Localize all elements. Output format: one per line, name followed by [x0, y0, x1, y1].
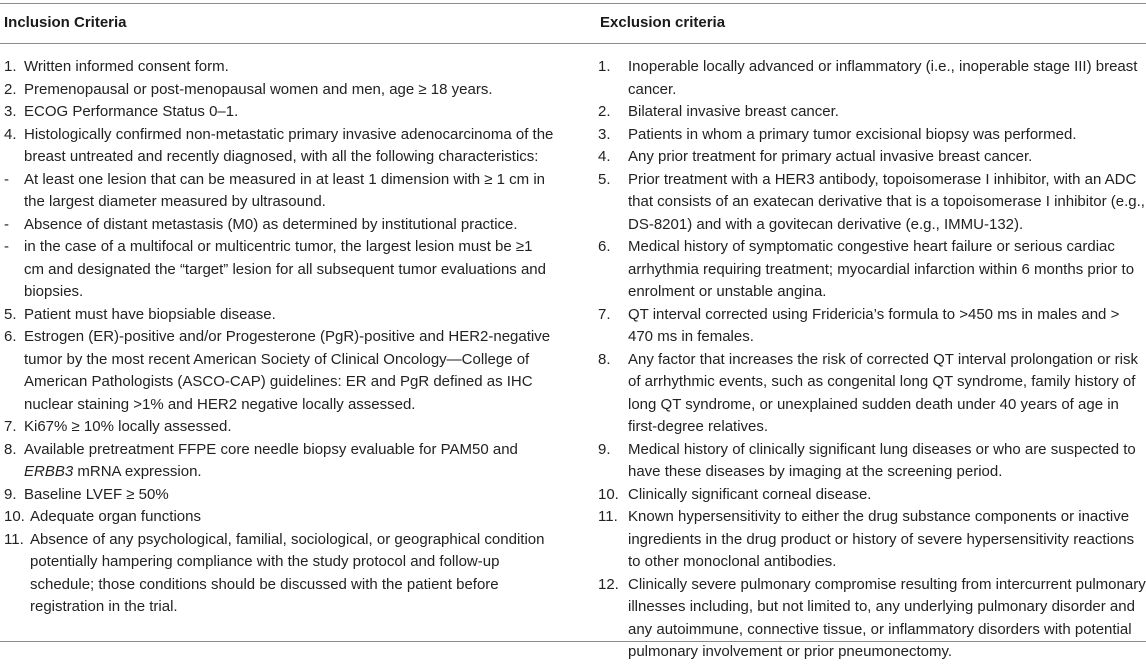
inclusion-subitem: [0, 236, 555, 304]
item-number: 8.: [4, 440, 17, 458]
item-number: 10.: [4, 508, 25, 525]
inclusion-item: [0, 304, 555, 327]
item-text: Any factor that increases the risk of corrected QT interval prolongation or risk of arrhythmic events, such as congenital long QT syndrome, family history of long QT syndrome, or unexplained sudden death under 40 years of age in first-degree relatives.: [628, 350, 1138, 435]
inclusion-item: [0, 101, 555, 124]
inclusion-item: [0, 439, 555, 484]
item-number: 3.: [598, 125, 611, 143]
item-text: At least one lesion that can be measured in at least 1 dimension with ≥ 1 cm in the largest diameter measured by ultrasound.: [24, 170, 546, 210]
top-rule: [0, 3, 1146, 4]
item-number: 6.: [4, 328, 17, 345]
item-text: Estrogen (ER)-positive and/or Progesterone (PgR)-positive and HER2-negative tumor by the most recent American Society of Clinical Oncology—College of American Pathologists (ASCO-CAP) guidelines: ER and PgR defined as IHC nuclear staining >1% and HER2 negative locally assessed.: [24, 328, 551, 413]
item-text: Prior treatment with a HER3 antibody, topoisomerase I inhibitor, with an ADC that consists of an exatecan derivative that is a topoisomerase I inhibitor (e.g., DS-8201) and with a govitecan derivative (e.g., IMMU-132).: [628, 170, 1145, 233]
item-number: 4.: [598, 148, 611, 165]
item-text: ECOG Performance Status 0–1.: [24, 103, 239, 120]
exclusion-item: [594, 484, 1146, 507]
item-number: 12.: [598, 575, 619, 593]
item-text: Ki67% ≥ 10% locally assessed.: [24, 418, 232, 435]
item-text: Medical history of clinically significant lung diseases or who are suspected to have these diseases by imaging at the screening period.: [628, 440, 1136, 480]
item-number: 8.: [598, 350, 611, 368]
item-text: Any prior treatment for primary actual invasive breast cancer.: [628, 148, 1033, 165]
item-text: [24, 439, 555, 484]
item-text: Baseline LVEF ≥ 50%: [24, 485, 169, 503]
inclusion-list: [0, 56, 555, 619]
item-bullet: -: [4, 215, 9, 233]
item-number: 6.: [598, 238, 611, 255]
item-number: 2.: [598, 103, 611, 120]
inclusion-item: [0, 529, 555, 619]
exclusion-item: [594, 349, 1146, 439]
item-text: Patients in whom a primary tumor excisional biopsy was performed.: [628, 125, 1077, 143]
item-number: 11.: [598, 508, 618, 525]
inclusion-subitem: [0, 214, 555, 237]
item-text: Absence of any psychological, familial, sociological, or geographical condition potentially hampering compliance with the study protocol and follow-up schedule; those conditions should be discussed with the patient before registration in the trial.: [30, 530, 545, 615]
item-text: Bilateral invasive breast cancer.: [628, 103, 839, 120]
inclusion-subitem: [0, 169, 555, 214]
item-number: 7.: [4, 418, 17, 435]
item-number: 4.: [4, 125, 17, 143]
gene-name: ERBB3: [24, 463, 74, 480]
inclusion-header: Inclusion Criteria: [4, 14, 127, 31]
exclusion-item: [594, 439, 1146, 484]
item-number: 11.: [4, 530, 24, 548]
inclusion-item: [0, 124, 555, 169]
item-number: 3.: [4, 103, 17, 120]
exclusion-item: [594, 56, 1146, 101]
item-number: 9.: [598, 440, 611, 458]
item-text: Medical history of symptomatic congestive heart failure or serious cardiac arrhythmia requiring treatment; myocardial infarction within 6 months prior to enrolment or unstable angina.: [628, 238, 1135, 300]
item-text: Absence of distant metastasis (M0) as determined by institutional practice.: [24, 215, 518, 233]
exclusion-item: [594, 101, 1146, 124]
inclusion-item: [0, 56, 555, 79]
item-bullet: -: [4, 170, 9, 188]
item-text-part: mRNA expression.: [73, 463, 202, 480]
inclusion-item: [0, 416, 555, 439]
item-number: 5.: [4, 305, 17, 323]
item-number: 5.: [598, 170, 611, 188]
item-text: Written informed consent form.: [24, 58, 229, 75]
item-text-part: Available pretreatment FFPE core needle biopsy evaluable for PAM50 and: [24, 440, 518, 458]
item-number: 2.: [4, 80, 17, 98]
item-text: Patient must have biopsiable disease.: [24, 305, 276, 323]
item-text: Known hypersensitivity to either the drug substance components or inactive ingredients in the drug product or history of severe hypersensitivity reactions to other monoclonal antibodies.: [628, 508, 1135, 570]
exclusion-header: Exclusion criteria: [600, 14, 726, 31]
item-text: Premenopausal or post-menopausal women and men, age ≥ 18 years.: [24, 80, 493, 98]
exclusion-item: [594, 506, 1146, 574]
item-text: Clinically significant corneal disease.: [628, 485, 872, 503]
item-text: Adequate organ functions: [30, 508, 201, 525]
inclusion-item: [0, 484, 555, 507]
inclusion-item: [0, 326, 555, 416]
item-number: 10.: [598, 485, 619, 503]
exclusion-item: [594, 304, 1146, 349]
item-text: Inoperable locally advanced or inflammatory (i.e., inoperable stage III) breast cancer.: [628, 58, 1138, 98]
item-number: 1.: [598, 58, 611, 75]
exclusion-item: [594, 236, 1146, 304]
item-text: in the case of a multifocal or multicentric tumor, the largest lesion must be ≥1 cm and designated the “target” lesion for all subsequent tumor evaluations and biopsies.: [24, 238, 546, 300]
item-number: 9.: [4, 485, 17, 503]
exclusion-list: [594, 56, 1146, 664]
item-text: Histologically confirmed non-metastatic primary invasive adenocarcinoma of the breast untreated and recently diagnosed, with all the following characteristics:: [24, 125, 554, 165]
item-number: 7.: [598, 305, 611, 323]
item-bullet: -: [4, 238, 9, 255]
header-rule: [0, 43, 1146, 44]
item-number: 1.: [4, 58, 17, 75]
exclusion-item: [594, 146, 1146, 169]
exclusion-item: [594, 574, 1146, 664]
inclusion-item: [0, 79, 555, 102]
exclusion-item: [594, 169, 1146, 237]
inclusion-item: [0, 506, 555, 529]
exclusion-item: [594, 124, 1146, 147]
item-text: QT interval corrected using Fridericia’s formula to >450 ms in males and > 470 ms in females.: [628, 305, 1120, 345]
item-text: Clinically severe pulmonary compromise resulting from intercurrent pulmonary illnesses including, but not limited to, any underlying pulmonary disorder and any autoimmune, connective tissue, or inflammatory disorders with potential pulmonary involvement or prior pneumonectomy.: [628, 575, 1146, 660]
bottom-rule: [0, 641, 1146, 642]
